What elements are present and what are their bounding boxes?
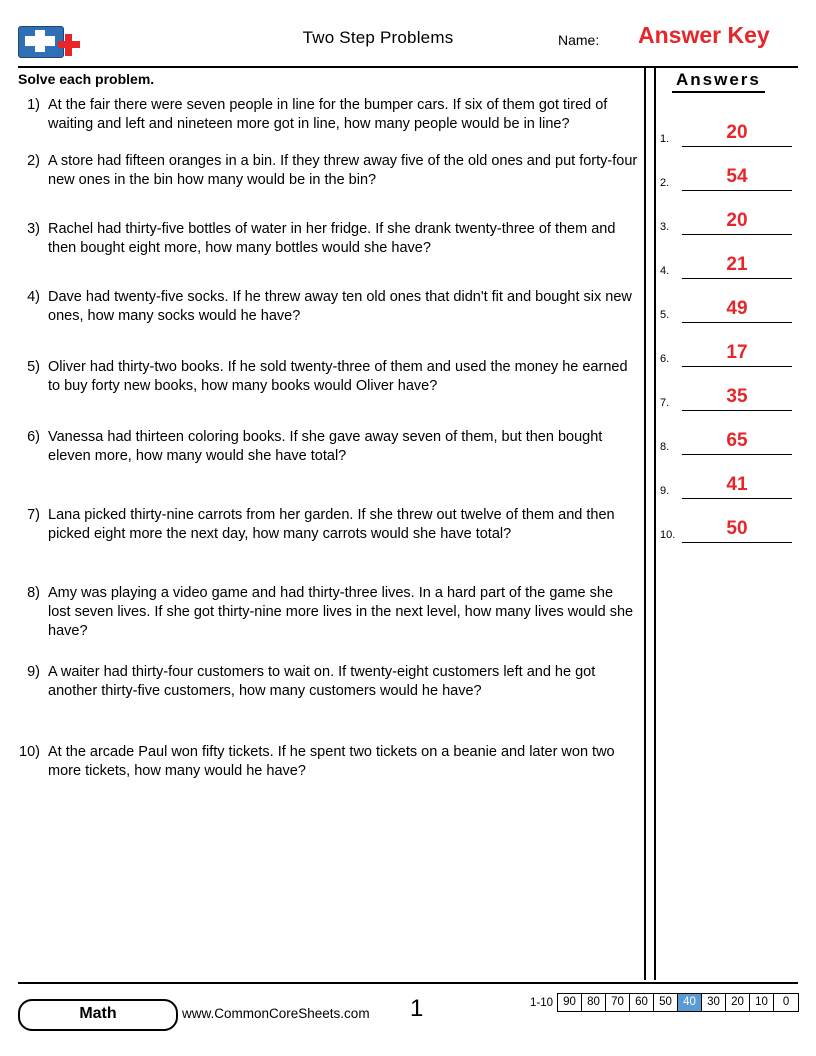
answer-index: 9. bbox=[660, 485, 670, 497]
answer-index: 5. bbox=[660, 309, 670, 321]
footer-divider bbox=[18, 982, 798, 984]
problem-number: 8) bbox=[27, 585, 40, 601]
answers-column bbox=[660, 70, 800, 543]
grading-scale-cells bbox=[557, 993, 799, 1012]
problem-item bbox=[18, 96, 638, 134]
problem-number: 5) bbox=[27, 359, 40, 375]
problem-list bbox=[18, 96, 638, 795]
page-title: Two Step Problems bbox=[302, 28, 454, 47]
answer-value: 41 bbox=[726, 474, 748, 495]
problem-number: 3) bbox=[27, 221, 40, 237]
answer-value: 54 bbox=[726, 166, 748, 187]
site-url: www.CommonCoreSheets.com bbox=[182, 1006, 370, 1021]
problem-text: Dave had twenty-five socks. If he threw away ten old ones that didn't fit and bought six new ones, how many socks would he have? bbox=[48, 289, 632, 324]
grading-scale-cell: 0 bbox=[774, 994, 798, 1011]
answer-row bbox=[660, 499, 800, 543]
answer-row bbox=[660, 323, 800, 367]
problem-item bbox=[18, 428, 638, 466]
problem-text: Vanessa had thirteen coloring books. If she gave away seven of them, but then bought eleven more, how many would she have total? bbox=[48, 429, 603, 464]
answer-value: 49 bbox=[726, 298, 748, 319]
problem-text: A waiter had thirty-four customers to wait on. If twenty-eight customers left and he got another thirty-five customers, how many customers would he have? bbox=[48, 664, 596, 699]
grading-scale-cell: 90 bbox=[558, 994, 582, 1011]
answer-row bbox=[660, 367, 800, 411]
answer-value: 20 bbox=[726, 210, 748, 231]
grading-scale bbox=[530, 993, 799, 1012]
answer-row bbox=[660, 279, 800, 323]
answer-key-badge: Answer Key bbox=[638, 22, 770, 48]
answer-index: 2. bbox=[660, 177, 670, 189]
answer-value: 17 bbox=[726, 342, 748, 363]
answer-value: 20 bbox=[726, 122, 748, 143]
grading-scale-cell: 10 bbox=[750, 994, 774, 1011]
grading-scale-cell: 50 bbox=[654, 994, 678, 1011]
answer-row bbox=[660, 191, 800, 235]
answer-value: 65 bbox=[726, 430, 748, 451]
problem-item bbox=[18, 288, 638, 326]
problem-text: At the fair there were seven people in line for the bumper cars. If six of them got tired of waiting and left and nineteen more got in line, how many people would be in line? bbox=[48, 97, 608, 132]
problem-text: Lana picked thirty-nine carrots from her garden. If she threw out twelve of them and then picked eight more the next day, how many carrots would she have total? bbox=[48, 507, 615, 542]
answer-index: 4. bbox=[660, 265, 670, 277]
problem-number: 2) bbox=[27, 153, 40, 169]
logo-red-plus-horizontal bbox=[58, 41, 80, 48]
problem-item bbox=[18, 663, 638, 701]
subject-label: Math bbox=[79, 1005, 117, 1022]
answer-value: 21 bbox=[726, 254, 748, 275]
problem-item bbox=[18, 220, 638, 258]
answer-row bbox=[660, 411, 800, 455]
problem-number: 4) bbox=[27, 289, 40, 305]
answer-value: 50 bbox=[726, 518, 748, 539]
page-number: 1 bbox=[410, 995, 424, 1022]
answer-row bbox=[660, 147, 800, 191]
problem-item bbox=[18, 152, 638, 190]
answer-index: 7. bbox=[660, 397, 670, 409]
problem-number: 6) bbox=[27, 429, 40, 445]
grading-scale-label: 1-10 bbox=[530, 996, 554, 1009]
problem-number: 7) bbox=[27, 507, 40, 523]
logo-plus-horizontal bbox=[25, 36, 55, 46]
grading-scale-cell: 30 bbox=[702, 994, 726, 1011]
header-divider bbox=[18, 66, 798, 68]
problem-item bbox=[18, 743, 638, 781]
problem-item bbox=[18, 358, 638, 396]
commoncoresheets-logo-icon bbox=[18, 22, 82, 60]
grading-scale-cell-active: 40 bbox=[678, 994, 702, 1011]
column-divider-right bbox=[654, 68, 656, 980]
page-header bbox=[18, 22, 798, 64]
answer-index: 10. bbox=[660, 529, 676, 541]
problem-text: Oliver had thirty-two books. If he sold twenty-three of them and used the money he earned to buy forty new books, how many books would Oliver have? bbox=[48, 359, 628, 394]
problem-number: 9) bbox=[27, 664, 40, 680]
problem-text: Amy was playing a video game and had thirty-three lives. In a hard part of the game she lost seven lives. If she got thirty-nine more lives in the next level, how many lives would she have? bbox=[48, 585, 634, 639]
answer-index: 6. bbox=[660, 353, 670, 365]
subject-badge bbox=[18, 999, 178, 1031]
answer-row bbox=[660, 235, 800, 279]
instructions: Solve each problem. bbox=[18, 71, 155, 87]
problem-number: 1) bbox=[27, 97, 40, 113]
name-label: Name: bbox=[558, 32, 600, 48]
answer-index: 1. bbox=[660, 133, 670, 145]
problem-text: A store had fifteen oranges in a bin. If they threw away five of the old ones and put forty-four new ones in the bin how many would be in the bin? bbox=[48, 153, 638, 188]
answer-index: 3. bbox=[660, 221, 670, 233]
answers-heading: Answers bbox=[672, 70, 765, 93]
problem-item bbox=[18, 506, 638, 544]
problem-number: 10) bbox=[19, 744, 40, 760]
grading-scale-cell: 60 bbox=[630, 994, 654, 1011]
answer-value: 35 bbox=[726, 386, 748, 407]
answer-index: 8. bbox=[660, 441, 670, 453]
problem-text: Rachel had thirty-five bottles of water in her fridge. If she drank twenty-three of them and then bought eight more, how many bottles would she have? bbox=[48, 221, 616, 256]
grading-scale-cell: 20 bbox=[726, 994, 750, 1011]
grading-scale-cell: 70 bbox=[606, 994, 630, 1011]
answer-row bbox=[660, 455, 800, 499]
column-divider-left bbox=[644, 68, 646, 980]
answer-row bbox=[660, 103, 800, 147]
grading-scale-cell: 80 bbox=[582, 994, 606, 1011]
problem-text: At the arcade Paul won fifty tickets. If he spent two tickets on a beanie and later won two more tickets, how many would he have? bbox=[48, 744, 615, 779]
problem-item bbox=[18, 584, 638, 641]
